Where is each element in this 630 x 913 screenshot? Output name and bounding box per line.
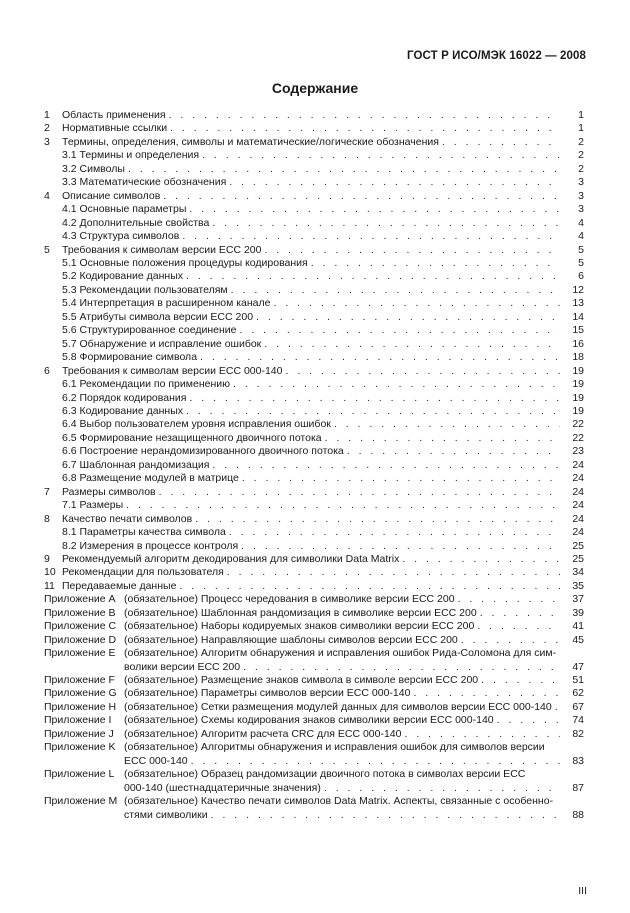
leader-dots: [494, 714, 560, 727]
toc-page: 45: [572, 633, 584, 646]
toc-section-entry: [44, 580, 584, 593]
toc-section-entry: [44, 553, 584, 566]
toc-label: Качество печати символов: [62, 512, 193, 525]
appendix-title-line1: (обязательное) Алгоритмы обнаружения и исправления ошибок для символов версии: [124, 741, 545, 754]
toc-number: 11: [44, 579, 55, 592]
toc-page: 24: [572, 499, 584, 512]
appendix-number: Приложение F: [44, 674, 115, 687]
toc-page: 3: [578, 203, 584, 216]
leader-dots: [226, 526, 560, 539]
toc-page: 2: [578, 135, 584, 148]
toc-page: 5: [578, 243, 584, 256]
toc-number: 8: [44, 512, 50, 525]
toc-number: [44, 257, 62, 270]
appendix-number: Приложение K: [44, 741, 116, 754]
toc-number: [44, 338, 62, 351]
leader-dots: [552, 701, 560, 714]
toc-label: 6.8 Размещение модулей в матрице: [62, 472, 239, 485]
appendix-number: Приложение G: [44, 687, 117, 700]
toc-label: 4.1 Основные параметры: [62, 203, 187, 216]
appendix-title: (обязательное) Сетки размещения модулей данных для символов версии ECC 000-140: [124, 700, 552, 713]
leader-dots: [478, 674, 560, 687]
leader-dots: [192, 513, 560, 526]
appendix-number: Приложение E: [44, 647, 116, 660]
toc-section-entry: [44, 122, 584, 135]
toc-page: 1: [578, 109, 584, 121]
toc-page: 2: [578, 162, 584, 175]
toc-subsection-entry: [44, 351, 584, 364]
toc-number: 1: [44, 109, 50, 121]
leader-dots: [474, 620, 560, 633]
toc-section-entry: [44, 190, 584, 203]
leader-dots: [209, 217, 560, 230]
leader-dots: [261, 338, 560, 351]
toc-page: 3: [578, 176, 584, 189]
appendix-title: (обязательное) Алгоритм расчета CRC для ECC 000-140: [124, 727, 402, 740]
toc-subsection-entry: [44, 540, 584, 553]
toc-label: 3.1 Термины и определения: [62, 149, 200, 162]
toc-label: Описание символов: [62, 189, 161, 202]
toc-label: 6.2 Порядок кодирования: [62, 391, 187, 404]
toc-number: [44, 297, 62, 310]
toc-number: [44, 432, 62, 445]
leader-dots: [183, 270, 560, 283]
appendix-number: Приложение M: [44, 795, 118, 808]
toc-appendix-entry: [44, 607, 584, 620]
toc-number: [44, 499, 62, 512]
leader-dots: [399, 553, 560, 566]
leader-dots: [186, 203, 560, 216]
toc-page: 82: [572, 727, 584, 740]
toc-label: Рекомендации для пользователя: [62, 566, 224, 579]
appendix-number: Приложение H: [44, 700, 117, 713]
toc-page: 24: [572, 458, 584, 471]
toc-number: [44, 445, 62, 458]
toc-page: 4: [578, 230, 584, 243]
toc-number: 10: [44, 566, 56, 579]
toc-subsection-entry: [44, 324, 584, 337]
toc-label: 6.6 Построение нерандомизированного двоичного потока: [62, 445, 344, 458]
toc-section-entry: [44, 566, 584, 579]
toc-label: 6.1 Рекомендации по применению: [62, 378, 230, 391]
toc-number: [44, 472, 62, 485]
toc-appendix-entry: [44, 728, 584, 741]
toc-number: [44, 418, 62, 431]
leader-dots: [321, 782, 560, 795]
toc-subsection-entry: [44, 405, 584, 418]
appendix-title-line1: (обязательное) Алгоритм обнаружения и исправления ошибок Рида-Соломона для сим-: [124, 647, 557, 660]
toc-label: 8.2 Измерения в процессе контроля: [62, 539, 239, 552]
toc-section-entry: [44, 486, 584, 499]
toc-label: 6.7 Шаблонная рандомизация: [62, 458, 210, 471]
toc-number: 4: [44, 189, 50, 202]
toc-label: 4.3 Структура символов: [62, 230, 180, 243]
appendix-title-line1: (обязательное) Образец рандомизации двоичного потока в символах версии ECC: [124, 768, 526, 781]
toc-subsection-entry: [44, 459, 584, 472]
toc-page: 1: [578, 122, 584, 135]
toc-appendix-entry: [44, 714, 584, 727]
toc-page: 41: [572, 620, 584, 633]
leader-dots: [167, 122, 560, 135]
toc-label: 5.3 Рекомендации пользователям: [62, 283, 228, 296]
toc-page: 19: [572, 391, 584, 404]
toc-page: 39: [572, 606, 584, 619]
leader-dots: [331, 418, 560, 431]
appendix-title: (обязательное) Схемы кодирования знаков символики версии ECC 000-140: [124, 714, 494, 727]
toc-appendix-entry: [44, 647, 584, 674]
leader-dots: [253, 311, 560, 324]
toc-label: 5.8 Формирование символа: [62, 351, 198, 364]
toc-label: Требования к символам версии ECC 200: [62, 243, 262, 256]
toc-page: 34: [572, 566, 584, 579]
toc-section-entry: [44, 365, 584, 378]
toc-page: 88: [572, 808, 584, 821]
toc-page: 16: [572, 337, 584, 350]
leader-dots: [188, 755, 560, 768]
toc-number: 7: [44, 485, 50, 498]
toc-page: 24: [572, 485, 584, 498]
leader-dots: [477, 607, 560, 620]
toc-label: 4.2 Дополнительные свойства: [62, 216, 210, 229]
leader-dots: [410, 687, 560, 700]
toc-label: Размеры символов: [62, 485, 156, 498]
toc-label: 3.2 Символы: [62, 162, 125, 175]
leader-dots: [455, 593, 560, 606]
toc-number: [44, 405, 62, 418]
toc-page: 37: [572, 593, 584, 606]
toc-number: [44, 149, 62, 162]
toc-page: 2: [578, 149, 584, 162]
toc-label: 5.4 Интерпретация в расширенном канале: [62, 297, 271, 310]
toc-subsection-entry: [44, 257, 584, 270]
toc-number: [44, 230, 62, 243]
toc-subsection-entry: [44, 149, 584, 162]
toc-section-entry: [44, 109, 584, 122]
toc-number: 9: [44, 552, 50, 565]
leader-dots: [208, 809, 560, 822]
leader-dots: [199, 149, 560, 162]
toc-number: [44, 203, 62, 216]
toc-page: 67: [572, 700, 584, 713]
toc-number: 2: [44, 122, 50, 135]
appendix-number: Приложение I: [44, 714, 112, 727]
document-header: ГОСТ Р ИСО/МЭК 16022 — 2008: [407, 50, 586, 62]
toc-page: 14: [572, 310, 584, 323]
toc-label: 8.1 Параметры качества символа: [62, 526, 226, 539]
toc-page: 83: [572, 754, 584, 767]
appendix-title-line2: ECC 000-140: [124, 754, 188, 767]
toc-appendix-entry: [44, 768, 584, 795]
toc-subsection-entry: [44, 338, 584, 351]
toc-label: 5.1 Основные положения процедуры кодирования: [62, 256, 308, 269]
toc-page: 23: [572, 445, 584, 458]
toc-subsection-entry: [44, 230, 584, 243]
leader-dots: [261, 244, 560, 257]
leader-dots: [322, 432, 560, 445]
leader-dots: [156, 486, 560, 499]
leader-dots: [282, 365, 560, 378]
toc-label: 6.4 Выбор пользователем уровня исправления ошибок: [62, 418, 331, 431]
toc-subsection-entry: [44, 297, 584, 310]
appendix-number: Приложение B: [44, 606, 116, 619]
toc-number: [44, 217, 62, 230]
toc-appendix-entry: [44, 795, 584, 822]
toc-subsection-entry: [44, 392, 584, 405]
appendix-number: Приложение D: [44, 633, 117, 646]
toc-appendix-entry: [44, 634, 584, 647]
leader-dots: [226, 176, 560, 189]
toc-label: Термины, определения, символы и математические/логические обозначения: [62, 135, 439, 148]
toc-subsection-entry: [44, 378, 584, 391]
toc-page: 74: [572, 714, 584, 727]
toc-number: [44, 540, 62, 553]
toc-subsection-entry: [44, 270, 584, 283]
toc-page: 22: [572, 431, 584, 444]
leader-dots: [197, 351, 560, 364]
toc-number: [44, 378, 62, 391]
toc-page: 24: [572, 472, 584, 485]
toc-label: 5.5 Атрибуты символа версии ECC 200: [62, 310, 254, 323]
toc-section-entry: [44, 136, 584, 149]
toc-subsection-entry: [44, 176, 584, 189]
toc-subsection-entry: [44, 432, 584, 445]
toc-appendix-entry: [44, 701, 584, 714]
toc-number: 5: [44, 243, 50, 256]
toc-page: 13: [572, 297, 584, 310]
toc-page: 19: [572, 404, 584, 417]
toc-label: Рекомендуемый алгоритм декодирования для символики Data Matrix: [62, 552, 400, 565]
toc-number: [44, 526, 62, 539]
toc-number: [44, 459, 62, 472]
toc-page: 5: [578, 256, 584, 269]
toc-label: 5.2 Кодирование данных: [62, 270, 183, 283]
toc-label: Требования к символам версии ECC 000-140: [62, 364, 283, 377]
toc-page: 6: [578, 270, 584, 283]
appendix-title: (обязательное) Наборы кодируемых знаков символики версии ECC 200: [124, 620, 475, 633]
toc-page: 24: [572, 512, 584, 525]
leader-dots: [179, 230, 560, 243]
toc-number: [44, 284, 62, 297]
toc-subsection-entry: [44, 418, 584, 431]
toc-label: 6.3 Кодирование данных: [62, 404, 183, 417]
leader-dots: [183, 405, 560, 418]
toc-appendix-entry: [44, 687, 584, 700]
toc-section-entry: [44, 513, 584, 526]
toc-subsection-entry: [44, 526, 584, 539]
leader-dots: [308, 257, 560, 270]
toc-page: 12: [572, 283, 584, 296]
leader-dots: [166, 109, 560, 122]
toc-label: 7.1 Размеры: [62, 499, 124, 512]
toc-page: 4: [578, 216, 584, 229]
page-number: III: [578, 885, 587, 897]
toc-appendix-entry: [44, 741, 584, 768]
toc-number: [44, 311, 62, 324]
toc-page: 18: [572, 351, 584, 364]
leader-dots: [209, 459, 560, 472]
toc-page: 87: [572, 781, 584, 794]
toc-page: 24: [572, 526, 584, 539]
appendix-number: Приложение A: [44, 593, 116, 606]
toc-page: 3: [578, 189, 584, 202]
appendix-title: (обязательное) Размещение знаков символа в символе версии ECC 200: [124, 674, 479, 687]
toc-subsection-entry: [44, 163, 584, 176]
toc-subsection-entry: [44, 284, 584, 297]
appendix-title-line2: волики версии ECC 200: [124, 660, 241, 673]
leader-dots: [236, 324, 560, 337]
leader-dots: [186, 392, 560, 405]
toc-appendix-entry: [44, 620, 584, 633]
toc-page: 19: [572, 378, 584, 391]
leader-dots: [401, 728, 560, 741]
leader-dots: [240, 661, 560, 674]
toc-label: Область применения: [62, 109, 166, 121]
toc-page: 25: [572, 552, 584, 565]
leader-dots: [123, 499, 560, 512]
appendix-title-line2: 000-140 (шестнадцатеричные значения): [124, 781, 321, 794]
toc-label: 5.7 Обнаружение и исправление ошибок: [62, 337, 262, 350]
toc-label: 6.5 Формирование незащищенного двоичного потока: [62, 431, 322, 444]
toc-subsection-entry: [44, 203, 584, 216]
leader-dots: [458, 634, 560, 647]
toc-number: [44, 176, 62, 189]
leader-dots: [160, 190, 560, 203]
toc-label: Передаваемые данные: [62, 579, 177, 592]
toc-page: 22: [572, 418, 584, 431]
toc-page: 62: [572, 687, 584, 700]
toc-label: 5.6 Структурированное соединение: [62, 324, 237, 337]
leader-dots: [271, 297, 561, 310]
appendix-number: Приложение C: [44, 620, 117, 633]
appendix-number: Приложение L: [44, 768, 115, 781]
toc-page: 25: [572, 539, 584, 552]
toc-page: 51: [572, 674, 584, 687]
toc-subsection-entry: [44, 472, 584, 485]
toc-page: 47: [572, 660, 584, 673]
leader-dots: [230, 378, 560, 391]
leader-dots: [344, 445, 560, 458]
toc-appendix-entry: [44, 674, 584, 687]
appendix-title: (обязательное) Процесс чередования в символике версии ECC 200: [124, 593, 455, 606]
toc-page: 35: [572, 579, 584, 592]
toc-number: 6: [44, 364, 50, 377]
appendix-title-line1: (обязательное) Качество печати символов Data Matrix. Аспекты, связанные с особенно-: [124, 795, 554, 808]
toc-number: [44, 270, 62, 283]
table-of-contents: [44, 109, 584, 822]
page-title: Содержание: [271, 80, 359, 96]
appendix-number: Приложение J: [44, 727, 114, 740]
appendix-title: (обязательное) Шаблонная рандомизация в символике версии ECC 200: [124, 606, 477, 619]
toc-subsection-entry: [44, 445, 584, 458]
appendix-title: (обязательное) Направляющие шаблоны символов версии ECC 200: [124, 633, 458, 646]
toc-section-entry: [44, 244, 584, 257]
toc-subsection-entry: [44, 217, 584, 230]
toc-number: [44, 351, 62, 364]
toc-subsection-entry: [44, 311, 584, 324]
leader-dots: [439, 136, 560, 149]
toc-page: 15: [572, 324, 584, 337]
toc-number: [44, 163, 62, 176]
leader-dots: [125, 163, 560, 176]
leader-dots: [176, 580, 560, 593]
toc-subsection-entry: [44, 499, 584, 512]
toc-label: Нормативные ссылки: [62, 122, 168, 135]
appendix-title: (обязательное) Параметры символов версии ECC 000-140: [124, 687, 411, 700]
leader-dots: [228, 284, 560, 297]
toc-number: [44, 392, 62, 405]
toc-label: 3.3 Математические обозначения: [62, 176, 227, 189]
toc-number: [44, 324, 62, 337]
leader-dots: [239, 472, 560, 485]
toc-page: 19: [572, 364, 584, 377]
leader-dots: [224, 566, 560, 579]
leader-dots: [238, 540, 560, 553]
appendix-title-line2: стями символики: [124, 808, 208, 821]
toc-number: 3: [44, 135, 50, 148]
toc-appendix-entry: [44, 593, 584, 606]
